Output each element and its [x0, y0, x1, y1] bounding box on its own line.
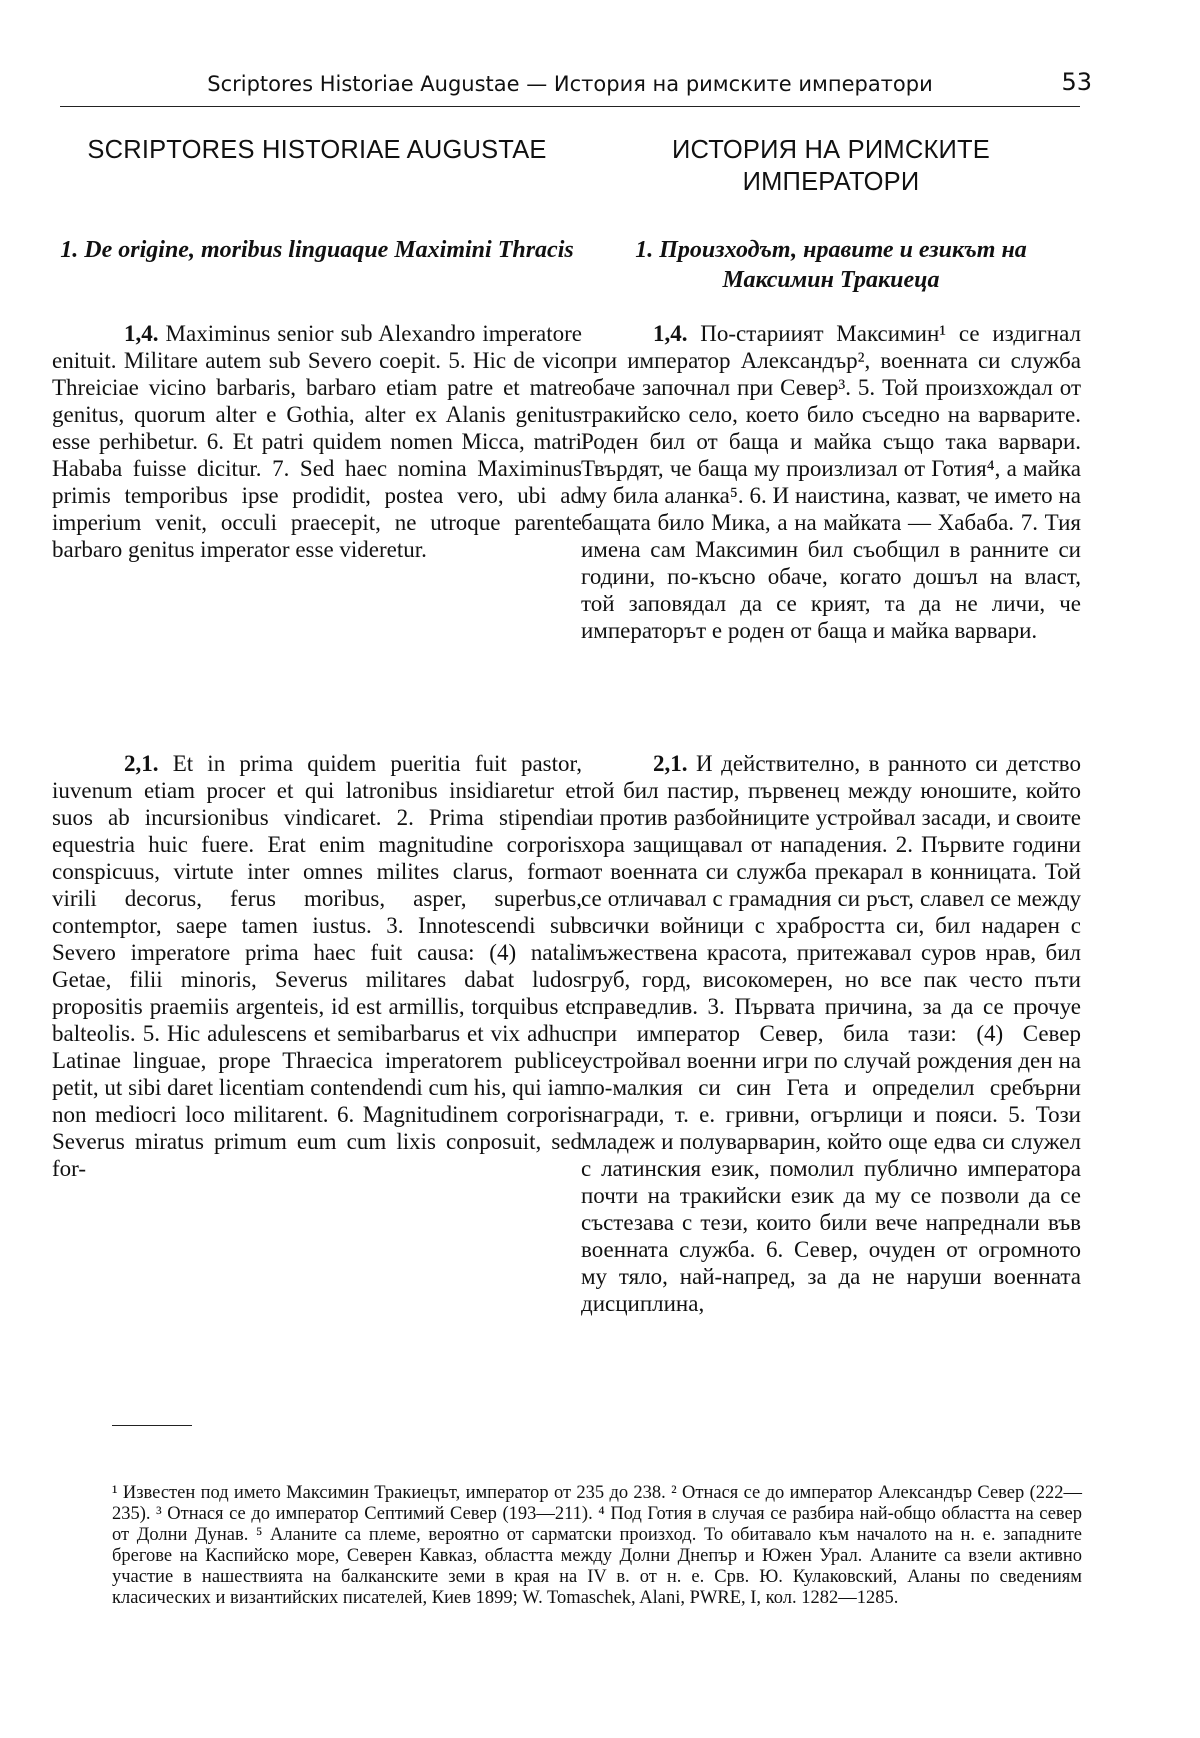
latin-para1-text: Maximinus senior sub Alexandro imperatore enituit. Militare autem sub Severo coepit. 5. Hic de vico Threiciae vicino barbaris, barbaro etiam patre et matre genitus, quorum alter e Gothia, alter ex Alanis genitus esse perhibetur. 6. Et patri quidem nomen Micca, matri Hababa fuisse dicitur. 7. Sed haec nomina Maximinus primis temporibus ipse prodidit, postea vero, ubi ad imperium venit, occuli praecepit, ne utroque parente barbaro genitus imperator esse videretur.	[52, 321, 582, 562]
bulgarian-title: ИСТОРИЯ НА РИМСКИТЕ ИМПЕРАТОРИ	[671, 136, 991, 196]
bulgarian-paragraph-1	[581, 320, 1081, 644]
bulgarian-para2-number: 2,1.	[653, 751, 688, 776]
bulgarian-para2-text: И действително, в ранното си детство той бил пастир, първенец между юношите, който и против разбойниците устройвал засади, и своите хора защищавал от нападения. 2. Първите години от военната си служба прекарал в конницата. Той се отличавал с грамадния си ръст, славел се между всички войници с храбростта си, бил надарен с мъжествена красота, притежавал суров нрав, бил груб, горд, високомерен, но все пак често пъти справедлив. 3. Първата причина, за да се прочуе при император Север, била тази: (4) Север устройвал военни игри по случай рождения ден на по-малкия си син Гета и определил сребърни награди, т. е. гривни, огърлици и пояси. 5. Този младеж и полуварварин, който още едва си служел с латинския език, помолил публично императора почти на тракийски език да му се позволи да се състезава с тези, които били вече напреднали във военната служба. 6. Север, очуден от огромното му тяло, най-напред, за да не наруши военната дисциплина,	[581, 751, 1081, 1316]
latin-para2-text: Et in prima quidem pueritia fuit pastor, iuvenum etiam procer et qui latronibus insidiaretur et suos ab incursionibus vindicaret. 2. Prima stipendia equestria huic fuere. Erat enim magnitudine corporis conspicuus, virtute inter omnes milites clarus, forma virili decorus, ferus moribus, asper, superbus, contemptor, saepe tamen iustus. 3. Innotescendi sub Severo imperatore prima haec fuit causa: (4) natali Getae, filii minoris, Severus militares dabat ludos propositis praemiis argenteis, id est armillis, torquibus et balteolis. 5. Hic adulescens et semibarbarus et vix adhuc Latinae linguae, prope Thraecica imperatorem publice petit, ut sibi daret licentiam contendendi cum his, qui iam non mediocri loco militarent. 6. Magnitudinem corporis Severus miratus primum eum cum lixis conposuit, sed for-	[52, 751, 582, 1181]
bulgarian-chapter-heading: 1. Произходът, нравите и езикът на Максимин Тракиеца	[635, 237, 1027, 293]
footnotes	[112, 1483, 1082, 1609]
running-head-title: Scriptores Historiae Augustae — История на римските императори	[207, 72, 933, 96]
bulgarian-para1-number: 1,4.	[653, 321, 688, 346]
latin-paragraph-1	[52, 320, 582, 563]
latin-para1-number: 1,4.	[124, 321, 159, 346]
page-number: 53	[1061, 68, 1092, 96]
bulgarian-paragraph-2	[581, 750, 1081, 1317]
latin-paragraph-2	[52, 750, 582, 1182]
footnote-separator	[112, 1425, 192, 1426]
latin-chapter-heading: 1. De origine, moribus linguaque Maximini Thracis	[60, 237, 574, 263]
bulgarian-para1-text: По-стариият Максимин¹ се издигнал при император Александър², военната си служба обаче започнал при Север³. 5. Той произхождал от тракийско село, което било съседно на варварите. Роден бил от баща и майка също така варвари. Твърдят, че баща му произлизал от Готия⁴, а майка му била аланка⁵. 6. И наистина, казват, че името на бащата било Мика, а на майката — Хабаба. 7. Тия имена сам Максимин бил съобщил в ранните си години, по-късно обаче, когато дошъл на власт, той заповядал да се крият, та да не личи, че императорът е роден от баща и майка варвари.	[581, 321, 1081, 643]
footnote-text: ¹ Известен под името Максимин Тракиецът, император от 235 до 238. ² Отнася се до император Александър Север (222—235). ³ Отнася се до император Септимий Север (193—211). ⁴ Под Готия в случая се разбира най-общо областта на север от Долни Дунав. ⁵ Аланите са племе, вероятно от сарматски произход. То обитавало към началото на н. е. западните брегове на Каспийско море, Северен Кавказ, областта между Долни Днепър и Южен Урал. Аланите са взели активно участие в нашествията на балканските земи в края на IV в. от н. е. Срв. Ю. Кулаковский, Аланы по сведениям класических и византийских писателей, Киев 1899; W. Tomaschek, Alani, PWRE, I, кол. 1282—1285.	[112, 1483, 1082, 1608]
running-head	[60, 68, 1092, 107]
latin-title: SCRIPTORES HISTORIAE AUGUSTAE	[87, 136, 547, 164]
latin-para2-number: 2,1.	[124, 751, 159, 776]
